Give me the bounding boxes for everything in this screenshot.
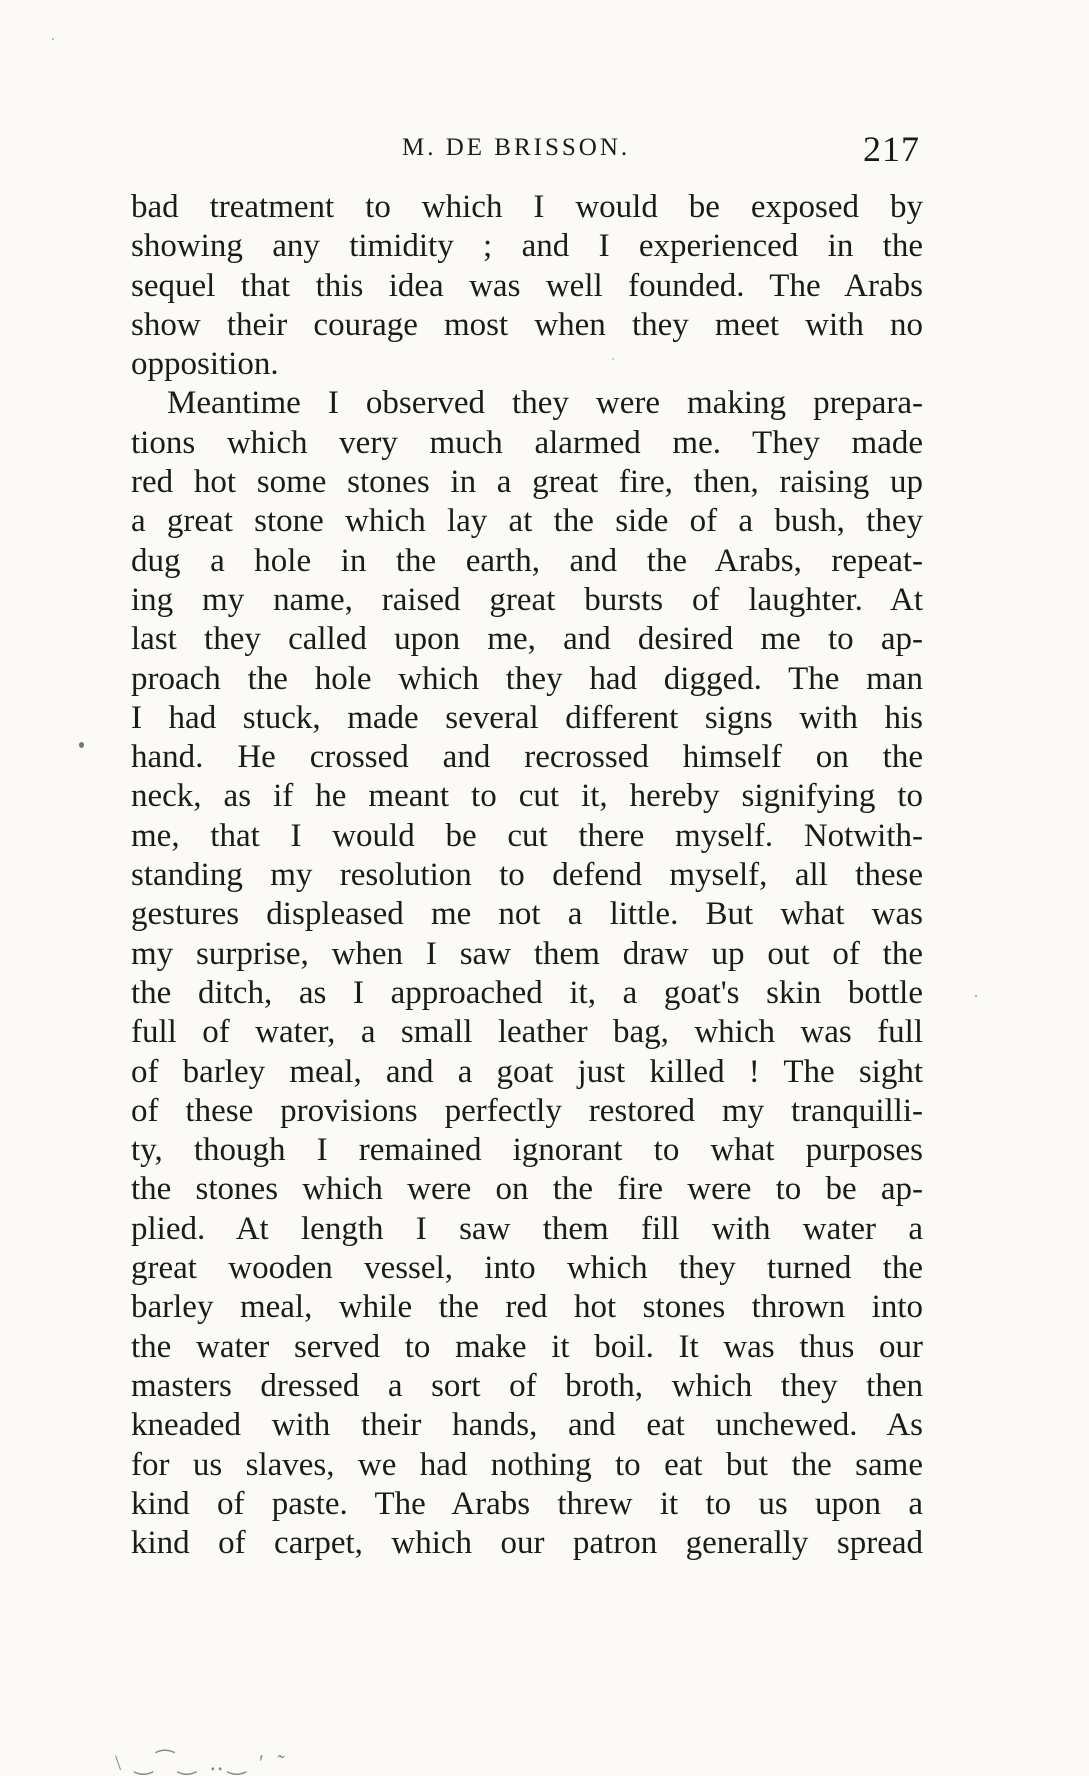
- text-line: me, that I would be cut there myself. Notwith-: [131, 817, 923, 854]
- paper-speck: [975, 995, 977, 997]
- text-line: of barley meal, and a goat just killed ! The sight: [131, 1053, 923, 1090]
- text-line: tions which very much alarmed me. They made: [131, 424, 923, 461]
- text-line: a great stone which lay at the side of a bush, they: [131, 503, 923, 540]
- text-line: ty, though I remained ignorant to what purposes: [131, 1132, 923, 1169]
- text-line: hand. He crossed and recrossed himself on the: [131, 739, 923, 776]
- text-line: kneaded with their hands, and eat unchewed. As: [131, 1407, 923, 1444]
- text-line: opposition.: [131, 346, 279, 383]
- text-line: kind of carpet, which our patron generally spread: [131, 1525, 923, 1562]
- text-line: gestures displeased me not a little. But what was: [131, 896, 923, 933]
- text-line: for us slaves, we had nothing to eat but the same: [131, 1446, 923, 1483]
- text-line: proach the hole which they had digged. The man: [131, 660, 923, 697]
- body-text: [131, 188, 923, 1563]
- text-line: my surprise, when I saw them draw up out of the: [131, 935, 923, 972]
- text-line: dug a hole in the earth, and the Arabs, repeat-: [131, 542, 923, 579]
- text-line: the water served to make it boil. It was thus our: [131, 1328, 923, 1365]
- text-line: great wooden vessel, into which they turned the: [131, 1250, 923, 1287]
- paper-speck: [79, 742, 84, 748]
- text-line: Meantime I observed they were making prepara-: [167, 385, 923, 422]
- page-number: 217: [863, 129, 920, 169]
- text-line: barley meal, while the red hot stones thrown into: [131, 1289, 923, 1326]
- text-line: the stones which were on the fire were to be ap-: [131, 1171, 923, 1208]
- paper-speck: [612, 358, 614, 360]
- text-line: ing my name, raised great bursts of laughter. At: [131, 581, 923, 618]
- text-line: plied. At length I saw them fill with water a: [131, 1210, 923, 1247]
- running-title: M. DE BRISSON.: [402, 134, 631, 161]
- text-line: of these provisions perfectly restored my tranquilli-: [131, 1092, 923, 1129]
- text-line: full of water, a small leather bag, which was full: [131, 1014, 923, 1051]
- text-line: showing any timidity ; and I experienced in the: [131, 228, 923, 265]
- text-line: red hot some stones in a great fire, then, raising up: [131, 464, 923, 501]
- text-line: I had stuck, made several different signs with his: [131, 699, 923, 736]
- paper-speck: [52, 38, 54, 40]
- text-line: show their courage most when they meet with no: [131, 306, 923, 343]
- page-header: [130, 128, 920, 178]
- footer-smudge: \ ‿⁀‿ ‥‿ ′ ˜: [115, 1750, 289, 1775]
- text-line: neck, as if he meant to cut it, hereby signifying to: [131, 778, 923, 815]
- text-line: sequel that this idea was well founded. The Arabs: [131, 267, 923, 304]
- text-line: the ditch, as I approached it, a goat's skin bottle: [131, 974, 923, 1011]
- text-line: kind of paste. The Arabs threw it to us upon a: [131, 1485, 923, 1522]
- text-line: standing my resolution to defend myself, all these: [131, 857, 923, 894]
- text-line: masters dressed a sort of broth, which they then: [131, 1367, 923, 1404]
- text-line: bad treatment to which I would be exposed by: [131, 189, 923, 225]
- text-line: last they called upon me, and desired me to ap-: [131, 621, 923, 658]
